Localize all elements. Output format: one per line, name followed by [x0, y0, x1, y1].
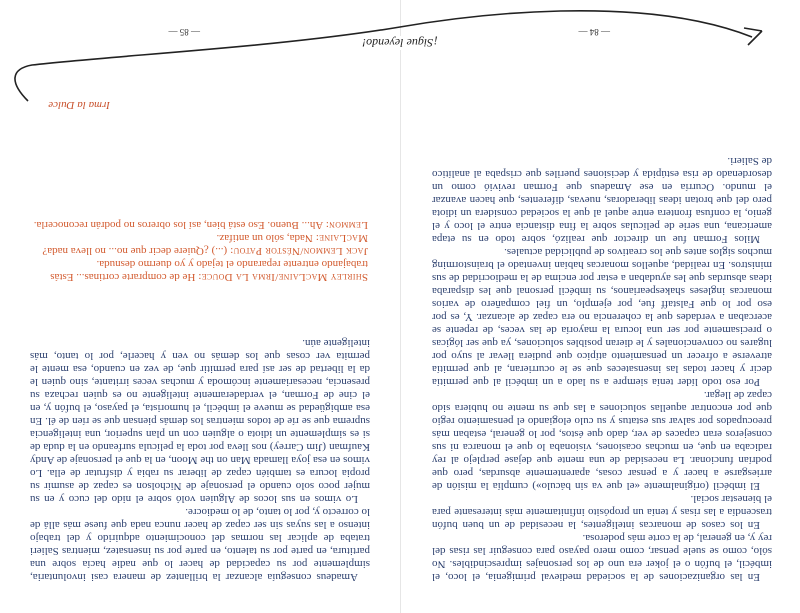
paragraph: Lo vimos en sus locos de Alguien voló sobre el nido del cuco y en su mujer poco solo cuando el personaje de Nicholson es capaz de asumir su propia locura es también capaz de liberar su rabia y disfrutar de ella. Lo vimos en esa joya llamada Man on the Moon, en la que el personaje de Andy Kaufman (Jim Carrey) nos lleva por toda la película surfeando en la duda de si es simplemente un idiota o alguien con un plan superior, una inteligencia suprema que se ríe de todos mientras los demás piensan que se ríen de él. En esa ambigüedad se mueve el imbécil, el humorista, el payaso, el bufón y, en el cine de Forman, el verdaderamente inteligente no es quien rechaza su presencia, necesariamente incómoda y muchas veces irritante, sino quien le da la libertad de ser así para permitir que, de vez en cuando, esa mente le permita ver cosas que los demás no ven y hacerle, por lo tanto, más inteligente aún. [30, 337, 370, 505]
dialogue-speaker: Shirley MacLaine/Irma La Douce: [198, 271, 368, 283]
right-page-text [30, 336, 370, 583]
page-number-left: — 84 — [578, 27, 610, 37]
arrow-label [300, 35, 500, 50]
film-credit: Irma la Dulce [48, 99, 110, 111]
left-page-text [432, 154, 772, 583]
paragraph: Por eso todo líder tenía siempre a su lado a un imbécil al que permitía decir y hacer todas las insensateces que se le ocurrieran, al que permitía atreverse a ofrecer un pensamiento atípico que pudiera llevar al suyo por lugares no convencionales y le dieran posibles soluciones, ya que ser lógicas o precisamente por ser una locura la mayoría de las veces, de repente se acercaban a verdades que la coherencia no era capaz de alcanzar. Y, es por eso por lo que Falstaff fue, por ejemplo, un fiel compañero de varios monarcas ingleses shakespearianos, su imbécil personal que les disparaba ideas absurdas que les ayudaban a estar por encima de la mediocridad de sus ministros. En realidad, aquellos monarcas habían inventado el brainstorming muchos siglos antes que los creativos de publicidad actuales. [432, 246, 772, 388]
paragraph: Amadeus conseguía alcanzar la brillantez de manera casi involuntaria, simplemente por su capacidad de hacer lo que nadie hacía sobre una partitura, en parte por su talento, en parte por su insensatez, mientras Salieri trataba de aplicar las normas del conocimiento adquirido y del trabajo intenso a las suyas sin ser capaz de hacer nunca nada que fuese más allá de lo correcto y, por lo tanto, de lo mediocre. [30, 506, 370, 583]
dialogue-speaker: Jack Lemmon/Néstor Patou: [229, 245, 368, 257]
paragraph: El imbécil (originalmente «el que va sin báculo») cumplía la misión de arriesgarse a hacer y a pensar cosas, aparentemente absurdas, pero que podrían funcionar. La necesidad de una mente que dejase perplejo al rey radicaba en que, en muchas ocasiones, visionaba lo que el monarca ni sus consejeros eran capaces de ver, dado que éstos, por lo general, estaban más preocupados por salvar sus estatus y su culo elogiando el pensamiento regio que por encontrar aquellas soluciones a las que su mente no hubiera sido capaz de llegar. [432, 389, 772, 492]
paragraph: En los casos de monarcas inteligentes, la necesidad de un buen bufón trascendía a las risas y tenía un propósito infinitamente más interesante para el bienestar social. [432, 493, 772, 531]
dialogue-line: Nada, sólo un antifaz. [216, 232, 313, 244]
keep-reading-label: ¡Sigue leyendo! [356, 36, 444, 50]
film-dialogue-quote [28, 218, 368, 283]
page-number-right: — 85 — [168, 27, 200, 37]
gutter-divider [400, 0, 401, 613]
dialogue-speaker: MacLaine: [315, 232, 368, 244]
dialogue-line: He de comprarte cortinas... Estás trabajando entrente reparando el tejado y yo duermo desnuda. [50, 258, 368, 283]
paragraph: Milos Forman fue un director que realizó, sobre todo en su etapa americana, una serie de películas sobre la fina distancia entre el loco y el genio, la confusa frontera entre aquel al que la sociedad considera un idiota pero del que brotan ideas liberadoras, nuevas, diferentes, que hacen avanzar el mundo. Ocurría en ese Amadeus que Forman revivió como un desordenado de risa estúpida y decisiones pueriles que crispaba al analítico de Salieri. [432, 155, 772, 245]
dialogue-line: (...) ¿Quiere decir que no... no lleva nada? [42, 245, 228, 257]
paragraph: En las organizaciones de la sociedad medieval primigenia, el loco, el imbécil, el bufón o el joker era uno de los personajes imprescindibles. No sólo, como se suele pensar, como mero payaso para conseguir las risas del rey y, en general, de la corte más poderosa. [432, 532, 772, 583]
dialogue-line: Ah... Bueno. Eso está bien, así los obreros no podrán reconocerla. [33, 219, 324, 231]
left-page [400, 0, 800, 613]
dialogue-speaker: Lemmon: [325, 219, 368, 231]
